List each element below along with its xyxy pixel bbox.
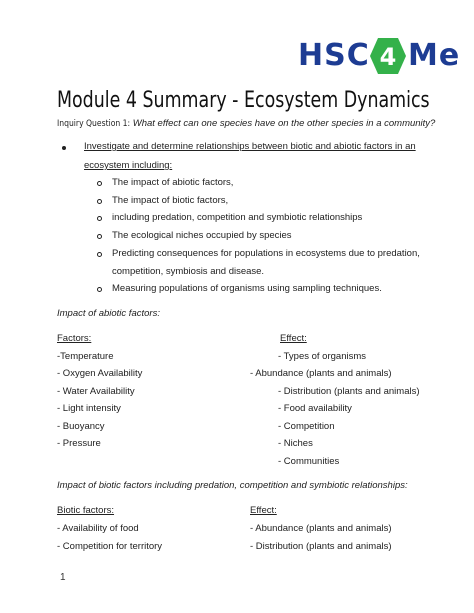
sub-bullet-item: including predation, competition and symbiotic relationships bbox=[112, 212, 363, 223]
logo-text-four: 4 bbox=[379, 43, 397, 71]
effect-item: - Types of organisms bbox=[278, 351, 367, 362]
sub-bullet-ring bbox=[97, 199, 102, 204]
sub-bullet-item: The impact of abiotic factors, bbox=[112, 177, 234, 188]
biotic-factors-header: Biotic factors: bbox=[57, 505, 115, 516]
inquiry-label: Inquiry Question 1: bbox=[57, 119, 131, 129]
logo-four-badge bbox=[370, 37, 406, 75]
page-title: Module 4 Summary - Ecosystem Dynamics bbox=[57, 88, 430, 113]
logo-text-me: Me bbox=[408, 38, 461, 73]
section-heading-biotic: Impact of biotic factors including predation, competition and symbiotic relationships: bbox=[57, 480, 408, 491]
sub-bullet-ring bbox=[97, 181, 102, 186]
sub-bullet-item-continued: competition, symbiosis and disease. bbox=[112, 266, 265, 277]
sub-bullet-ring bbox=[97, 216, 102, 221]
main-bullet-line2: ecosystem including: bbox=[84, 160, 173, 171]
factor-item: -Temperature bbox=[57, 351, 114, 362]
inquiry-text: What effect can one species have on the other species in a community? bbox=[132, 118, 436, 129]
biotic-effect-header: Effect: bbox=[250, 505, 277, 516]
effect-item: - Communities bbox=[278, 456, 340, 467]
factor-item: - Light intensity bbox=[57, 403, 121, 414]
sub-bullet-item: The impact of biotic factors, bbox=[112, 195, 229, 206]
inquiry-question bbox=[57, 118, 435, 129]
sub-bullet-ring bbox=[97, 252, 102, 257]
sub-bullet-item: Predicting consequences for populations in ecosystems due to predation, bbox=[112, 248, 420, 259]
factor-item: - Buoyancy bbox=[57, 421, 105, 432]
effect-item: - Niches bbox=[278, 438, 313, 449]
factor-item: - Oxygen Availability bbox=[57, 368, 143, 379]
logo-text-hsc: HSC bbox=[298, 38, 370, 73]
bullet-dot bbox=[62, 146, 66, 150]
sub-bullet-item: Measuring populations of organisms using sampling techniques. bbox=[112, 283, 382, 294]
biotic-factor-item: - Competition for territory bbox=[57, 541, 163, 552]
sub-bullet-ring bbox=[97, 287, 102, 292]
effect-item: - Competition bbox=[278, 421, 335, 432]
section-heading-abiotic: Impact of abiotic factors: bbox=[57, 308, 160, 319]
effect-item: - Abundance (plants and animals) bbox=[250, 368, 392, 379]
biotic-effect-item: - Distribution (plants and animals) bbox=[250, 541, 392, 552]
effect-item: - Distribution (plants and animals) bbox=[278, 386, 420, 397]
main-bullet-line1: Investigate and determine relationships between biotic and abiotic factors in an bbox=[84, 141, 416, 152]
sub-bullet-ring bbox=[97, 234, 102, 239]
factors-header: Factors: bbox=[57, 333, 92, 344]
sub-bullet-item: The ecological niches occupied by species bbox=[112, 230, 292, 241]
effect-item: - Food availability bbox=[278, 403, 352, 414]
factor-item: - Water Availability bbox=[57, 386, 135, 397]
effect-header: Effect: bbox=[280, 333, 307, 344]
biotic-effect-item: - Abundance (plants and animals) bbox=[250, 523, 392, 534]
biotic-factor-item: - Availability of food bbox=[57, 523, 139, 534]
page-number: 1 bbox=[60, 572, 66, 583]
factor-item: - Pressure bbox=[57, 438, 101, 449]
